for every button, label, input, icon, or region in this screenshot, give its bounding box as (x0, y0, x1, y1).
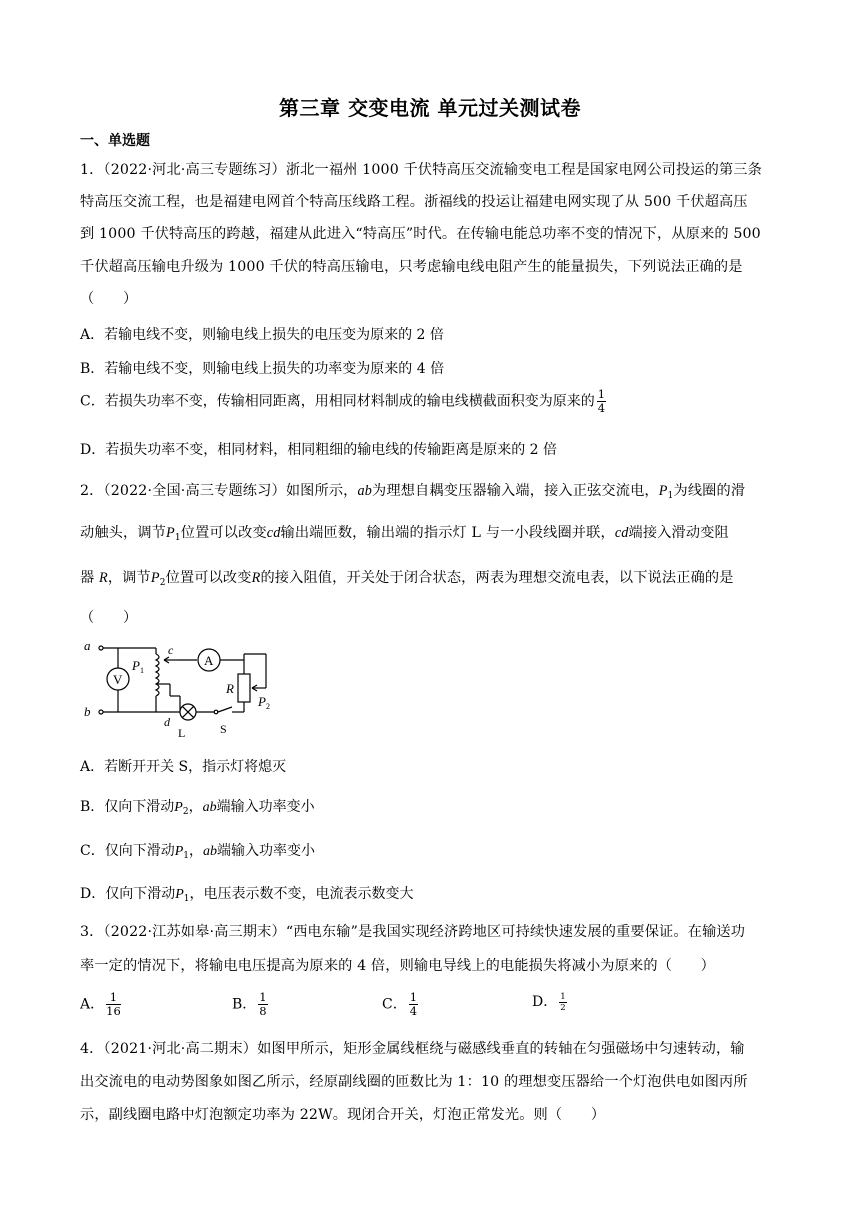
q3-line-1: 3．（2022·江苏如皋·高三期末）“西电东输”是我国实现经济跨地区可持续快速发展的重要保证。在输送功 (80, 924, 746, 940)
q2-var-p: P (174, 844, 184, 859)
q2-sub: 1 (183, 894, 190, 904)
frac-denominator: 4 (409, 1004, 418, 1018)
q2-option-d (80, 883, 414, 904)
q2-line-2 (80, 522, 729, 543)
q2-text: ， (189, 843, 204, 859)
q2-text: B．仅向下滑动 (80, 799, 175, 815)
q1-option-d: D．若损失功率不变，相同材料，相同粗细的输电线的传输距离是原来的 2 倍 (80, 442, 558, 458)
frac-numerator: 1 (597, 387, 606, 401)
q3-option-d (532, 991, 567, 1013)
q1-line-3: 到 1000 千伏特高压的跨越，福建从此进入“特高压”时代。在传输电能总功率不变的情况下，从原来的 500 (80, 226, 761, 242)
page-title: 第三章 交变电流 单元过关测试卷 (279, 96, 581, 120)
q2-text: 端接入滑动变阻 (628, 525, 729, 541)
q2-sub: 1 (183, 851, 190, 861)
frac-denominator: 4 (597, 401, 606, 415)
q4-line-2: 出交流电的电动势图象如图乙所示，经原副线圈的匝数比为 1：10 的理想变压器给一个灯泡供电如图丙所 (80, 1074, 748, 1090)
q2-var-r: R (251, 570, 261, 586)
q3-option-d-fraction (559, 992, 566, 1013)
q2-var-ab: ab (203, 844, 218, 859)
option-letter: A． (80, 996, 105, 1013)
coil (156, 654, 159, 696)
q4-line-3: 示，副线圈电路中灯泡额定功率为 22W。现闭合开关，灯泡正常发光。则（ ） (80, 1107, 606, 1123)
q1-option-c-text: C．若损失功率不变，传输相同距离，用相同材料制成的输电线横截面积变为原来的 (80, 393, 595, 410)
label-a: a (84, 638, 91, 653)
q3-option-c-fraction (409, 991, 418, 1018)
frac-numerator: 1 (259, 990, 267, 1004)
q2-var-p: P (150, 570, 160, 586)
q2-text: 输出端匝数，输出端的指示灯 L 与一小段线圈并联， (280, 525, 615, 541)
q2-text: C．仅向下滑动 (80, 843, 175, 859)
q1-line-5: （ ） (80, 291, 138, 307)
label-p1: $P_1$ (132, 658, 144, 675)
q2-var-p: P (175, 887, 184, 902)
q1-line-2: 特高压交流工程，也是福建电网首个特高压线路工程。浙福线的投运让福建电网实现了从 500 千伏超高压 (80, 194, 748, 210)
q3-option-c (382, 991, 418, 1018)
terminal-a (99, 646, 103, 650)
q1-option-a: A．若输电线不变，则输电线上损失的电压变为原来的 2 倍 (80, 327, 444, 343)
option-letter: C． (382, 996, 407, 1013)
q1-option-c-fraction (597, 388, 606, 415)
frac-denominator: 2 (560, 1002, 566, 1013)
rheostat (238, 674, 250, 702)
q2-sub: 1 (667, 491, 674, 501)
q2-line-3 (80, 567, 734, 588)
option-letter: D． (532, 994, 558, 1010)
q1-option-b: B．若输电线不变，则输电线上损失的功率变为原来的 4 倍 (80, 361, 445, 377)
q2-var-ab: ab (202, 800, 217, 815)
section-heading: 一、单选题 (80, 133, 150, 149)
q1-line-1: 1．（2022·河北·高三专题练习）浙北一福州 1000 千伏特高压交流输变电工程是国家电网公司投运的第三条 (80, 162, 762, 178)
q3-option-b (232, 991, 268, 1018)
q2-text: 位置可以改变 (180, 525, 267, 541)
q2-sub: 2 (159, 578, 166, 588)
frac-denominator: 16 (106, 1004, 121, 1018)
q2-text: 器 (80, 570, 95, 586)
label-b: b (84, 704, 91, 719)
ammeter-label: A (204, 653, 214, 668)
q2-text: 端输入功率变小 (216, 799, 315, 815)
q2-text: 动触头，调节 (80, 525, 167, 541)
q4-line-1: 4．（2021·河北·高二期末）如图甲所示，矩形金属线框绕与磁感线垂直的转轴在匀强磁场中匀速转动，输 (80, 1041, 745, 1057)
q3-option-b-fraction (258, 991, 267, 1018)
frac-numerator: 1 (560, 991, 566, 1002)
q2-text: ，电压表示数不变，电流表示数变大 (189, 886, 414, 902)
q2-text: 2．（2022·全国·高三专题练习）如图所示， (80, 483, 358, 499)
q2-var-p: P (174, 800, 183, 815)
q3-option-a-fraction (106, 991, 121, 1018)
q2-option-b (80, 796, 315, 817)
q2-text: 为线圈的滑 (673, 483, 746, 499)
circuit-diagram (80, 636, 280, 740)
q1-line-4: 千伏超高压输电升级为 1000 千伏的特高压输电，只考虑输电线电阻产生的能量损失，下列说法正确的是 (80, 259, 743, 275)
q2-line-1 (80, 480, 745, 501)
q3-option-a (80, 991, 121, 1018)
q2-var-p: P (166, 525, 175, 541)
q2-text: 的接入阻值，开关处于闭合状态，两表为理想交流电表，以下说法正确的是 (260, 570, 734, 586)
q2-text: 位置可以改变 (165, 570, 252, 586)
q1-option-c (80, 388, 606, 415)
q2-text: ，调节 (107, 570, 151, 586)
label-s: S (220, 722, 227, 736)
q2-sub: 1 (174, 533, 181, 543)
q2-text: ， (188, 799, 203, 815)
q2-var-ab: ab (357, 483, 373, 499)
voltmeter-label: V (113, 672, 123, 687)
q2-sub: 2 (182, 807, 189, 817)
q2-text: 端输入功率变小 (217, 843, 316, 859)
q2-option-a: A．若断开开关 S，指示灯将熄灭 (80, 759, 287, 775)
frac-numerator: 1 (409, 990, 418, 1004)
option-letter: B． (232, 996, 257, 1013)
frac-denominator: 8 (259, 1004, 267, 1018)
switch-contact (214, 710, 218, 714)
q2-var-r: R (99, 570, 108, 586)
frac-numerator: 1 (106, 991, 121, 1005)
q2-var-cd: cd (266, 525, 281, 541)
q2-line-4: （ ） (80, 610, 138, 626)
q2-var-p: P (658, 483, 668, 499)
terminal-b (99, 710, 103, 714)
label-l: L (178, 726, 186, 740)
label-p2: $P_2$ (258, 694, 270, 711)
q2-text: D．仅向下滑动 (80, 886, 176, 902)
label-c: c (168, 643, 174, 657)
label-d: d (164, 715, 170, 729)
switch-s (218, 707, 232, 712)
q2-text: 为理想自耦变压器输入端，接入正弦交流电， (372, 483, 659, 499)
q2-var-cd: cd (614, 525, 629, 541)
q3-line-2: 率一定的情况下，将输电电压提高为原来的 4 倍，则输电导线上的电能损失将减小为原来的（ ） (80, 958, 716, 974)
label-r: R (226, 681, 234, 696)
q2-option-c (80, 840, 315, 861)
